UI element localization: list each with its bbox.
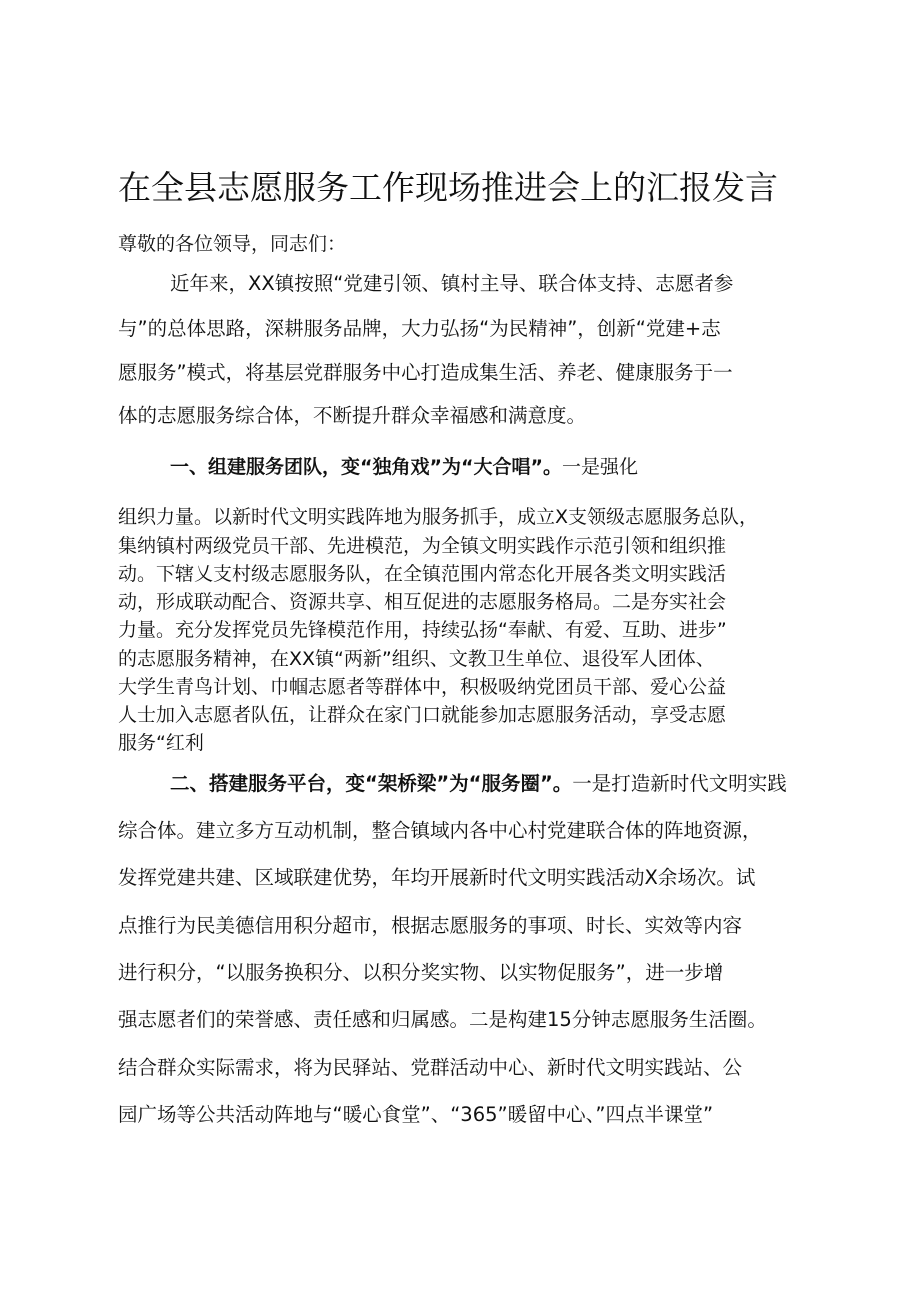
- section-2-line: 点推行为民美德信用积分超市，根据志愿服务的事项、时长、实效等内容: [118, 914, 743, 937]
- intro-line: 与”的总体思路，深耕服务品牌，大力弘扬“为民精神”，创新“党建+志: [118, 317, 721, 340]
- section-2-heading: 二、搭建服务平台，变“架桥梁”为“服务圈”。: [170, 772, 573, 795]
- salutation: 尊敬的各位领导，同志们：: [118, 233, 347, 255]
- intro-line: 体的志愿服务综合体，不断提升群众幸福感和满意度。: [118, 404, 587, 427]
- section-1-line: 人士加入志愿者队伍，让群众在家门口就能参加志愿服务活动，享受志愿: [118, 704, 727, 726]
- section-1-line: 集纳镇村两级党员干部、先进模范，为全镇文明实践作示范引领和组织推: [118, 535, 727, 557]
- intro-line: 愿服务”模式，将基层党群服务中心打造成集生活、养老、健康服务于一: [118, 361, 733, 384]
- document-title: 在全县志愿服务工作现场推进会上的汇报发言: [118, 168, 778, 207]
- section-1-line: 组织力量。以新时代文明实践阵地为服务抓手，成立X支领级志愿服务总队，: [118, 506, 759, 528]
- section-1-line: 力量。充分发挥党员先锋模范作用，持续弘扬“奉献、有爱、互助、进步”: [118, 619, 727, 641]
- section-1-line: 的志愿服务精神，在XX镇“两新”组织、文教卫生单位、退役军人团体、: [118, 648, 715, 670]
- section-2-line: 园广场等公共活动阵地与“暖心食堂”、“365”暖留中心、”四点半课堂”: [118, 1103, 714, 1126]
- section-1-line: 服务“红利: [118, 732, 204, 754]
- section-1-lead: 一是强化: [561, 456, 638, 478]
- section-2-line: 进行积分，“以服务换积分、以积分奖实物、以实物促服务”，进一步增: [118, 961, 724, 984]
- section-2-line: 发挥党建共建、区域联建优势，年均开展新时代文明实践活动X余场次。试: [118, 866, 756, 889]
- section-2-line: 强志愿者们的荣誉感、责任感和归属感。二是构建15分钟志愿服务生活圈。: [118, 1008, 767, 1031]
- section-2-line: 结合群众实际需求，将为民驿站、党群活动中心、新时代文明实践站、公: [118, 1056, 743, 1079]
- section-1-line: 动。下辖乂支村级志愿服务队，在全镇范围内常态化开展各类文明实践活: [118, 563, 727, 585]
- section-2-line: 综合体。建立多方互动机制，整合镇域内各中心村党建联合体的阵地资源，: [118, 819, 762, 842]
- section-2-first-line: [170, 770, 787, 798]
- section-1-heading: 一、组建服务团队，变“独角戏”为“大合唱”。: [170, 456, 562, 478]
- section-1-line: 动，形成联动配合、资源共享、相互促进的志愿服务格局。二是夯实社会: [118, 591, 727, 613]
- section-1-first-line: [170, 453, 638, 481]
- intro-line: 近年来，XX镇按照“党建引领、镇村主导、联合体支持、志愿者参: [170, 272, 734, 295]
- section-2-lead: 一是打造新时代文明实践: [572, 772, 787, 795]
- section-1-line: 大学生青鸟计划、巾帼志愿者等群体中，积极吸纳党团员干部、爱心公益: [118, 676, 727, 698]
